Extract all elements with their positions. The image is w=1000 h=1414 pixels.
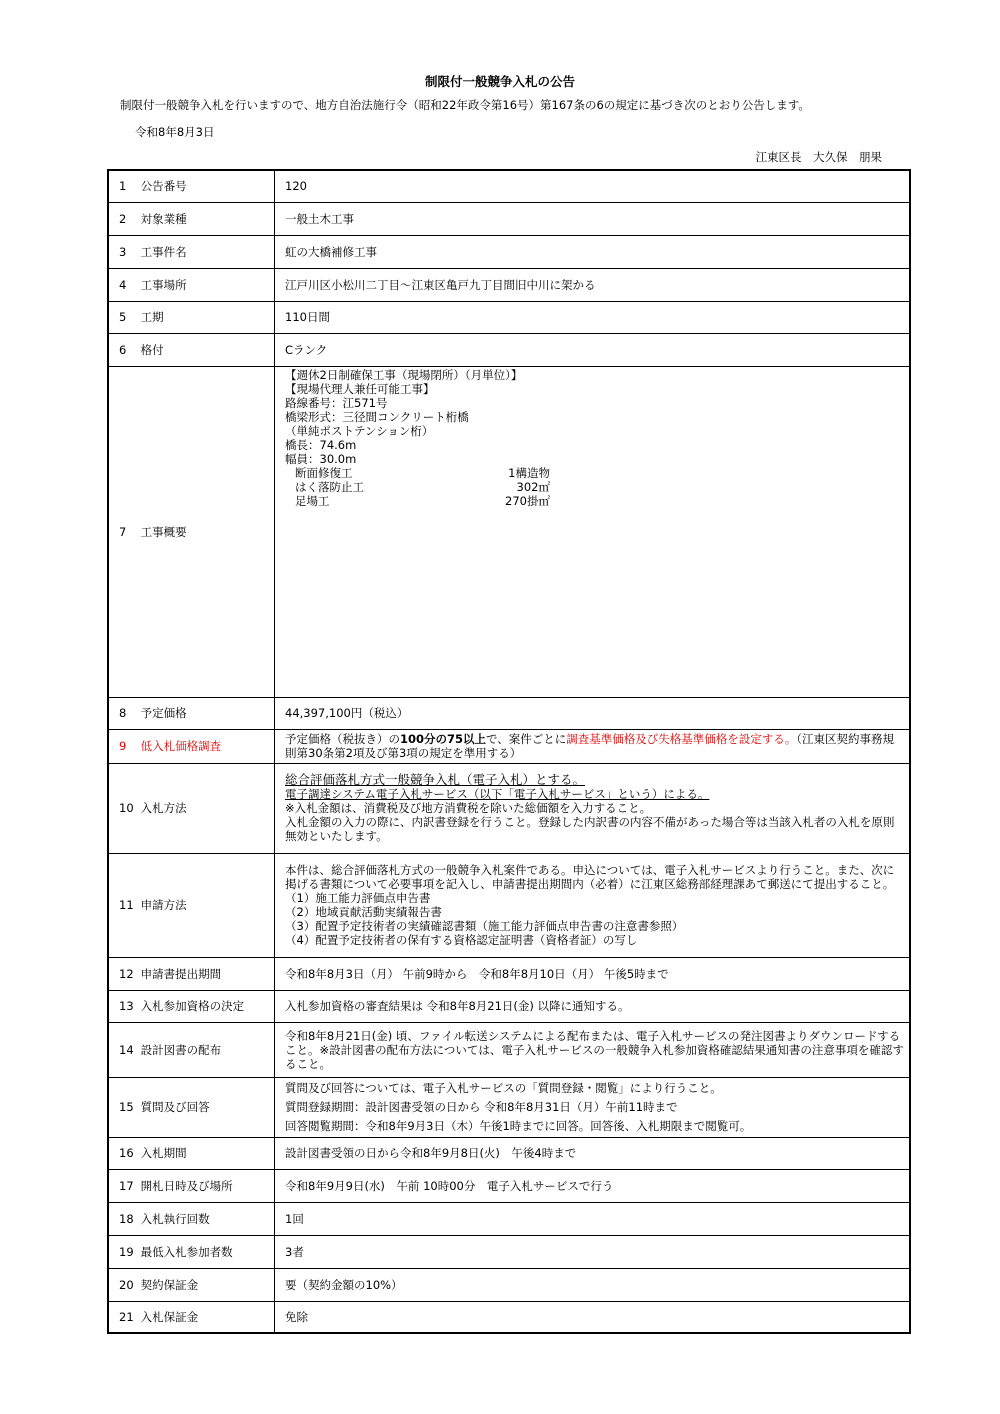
- overview-line: 【現場代理人兼任可能工事】: [285, 381, 435, 396]
- table-row-low-bid: [108, 729, 910, 763]
- work-item-name: 断面修復工: [295, 465, 353, 480]
- row-label: 入札方法: [140, 801, 187, 815]
- table-row: [108, 202, 910, 235]
- row-number: 16: [119, 1146, 134, 1160]
- application-item: （4）配置予定技術者の保有する資格認定証明書（資格者証）の写し: [285, 933, 638, 947]
- work-item: [285, 480, 905, 494]
- row-label: 対象業種: [140, 211, 187, 226]
- row-number: 15: [119, 1100, 134, 1114]
- table-row: [108, 1022, 910, 1077]
- notice-table: [107, 169, 911, 1334]
- work-item-qty: 270掛㎡: [505, 493, 550, 508]
- row-number: 10: [119, 801, 134, 815]
- row-value: Cランク: [275, 333, 911, 366]
- work-item: [285, 466, 905, 480]
- row-number: 3: [119, 244, 127, 259]
- table-row: [108, 1301, 910, 1333]
- row-value: 令和8年9月9日(水) 午前 10時00分 電子入札サービスで行う: [275, 1169, 911, 1202]
- table-row: [108, 990, 910, 1022]
- row-label: 最低入札参加者数: [140, 1244, 233, 1259]
- row-number: 17: [119, 1178, 134, 1193]
- row-number: 19: [119, 1244, 134, 1259]
- table-row: [108, 1235, 910, 1268]
- row-label: 契約保証金: [140, 1277, 199, 1292]
- notice-intro: 制限付一般競争入札を行いますので、地方自治法施行令（昭和22年政令第16号）第167条の6の規定に基づき次のとおり公告します。: [120, 98, 810, 112]
- table-row: [108, 268, 910, 301]
- row-label: 低入札価格調査: [140, 739, 222, 753]
- overview-line: 橋梁形式：三径間コンクリート桁橋: [285, 409, 469, 424]
- work-item: [285, 494, 905, 508]
- table-row: [108, 301, 910, 333]
- row-number: 13: [119, 999, 134, 1013]
- row-label: 設計図書の配布: [140, 1042, 222, 1057]
- table-row-qa: [108, 1077, 910, 1137]
- table-row: [108, 333, 910, 366]
- row-value: 120: [275, 170, 911, 202]
- row-value: 1回: [275, 1202, 911, 1235]
- row-value: 一般土木工事: [275, 202, 911, 235]
- table-row: [108, 1137, 910, 1169]
- row-value: 設計図書受領の日から令和8年9月8日(火) 午後4時まで: [275, 1137, 911, 1169]
- row-number: 21: [119, 1309, 134, 1324]
- row-label: 質問及び回答: [140, 1100, 210, 1114]
- row-number: 7: [119, 524, 127, 539]
- bid-method-line: 入札金額の入力の際に、内訳書登録を行うこと。登録した内訳書の内容不備があった場合等は当該入札者の入札を原則無効といたします。: [285, 815, 895, 843]
- work-item-qty: 1構造物: [508, 465, 550, 480]
- overview-cell: [275, 366, 911, 697]
- row-label: 申請方法: [140, 898, 187, 912]
- qa-line: 質問及び回答については、電子入札サービスの「質問登録・閲覧」により行うこと。: [285, 1080, 722, 1095]
- table-row-application: [108, 853, 910, 957]
- row-label: 工事場所: [140, 277, 187, 292]
- row-value: 令和8年8月3日（月） 午前9時から 令和8年8月10日（月） 午後5時まで: [275, 957, 911, 990]
- row-label: 入札執行回数: [140, 1211, 210, 1226]
- row-number: 20: [119, 1277, 134, 1292]
- row-value: 虹の大橋補修工事: [275, 235, 911, 268]
- work-item-name: はく落防止工: [295, 479, 364, 494]
- application-item: （1）施工能力評価点申告書: [285, 891, 431, 905]
- bid-method-line: 電子調達システム電子入札サービス（以下「電子入札サービス」という）による。: [285, 787, 710, 801]
- low-bid-text: 予定価格（税抜き）の: [285, 732, 400, 746]
- row-number: 4: [119, 277, 127, 292]
- overview-line: 橋長：74.6m: [285, 437, 357, 452]
- bid-method-line: 総合評価落札方式一般競争入札（電子入札）とする。: [285, 772, 586, 787]
- table-row: [108, 1202, 910, 1235]
- qa-cell: [275, 1077, 911, 1137]
- row-value: 入札参加資格の審査結果は 令和8年8月21日(金) 以降に通知する。: [275, 990, 911, 1022]
- low-bid-note: （江東区契約事務規則第30条第2項及び第3項の規定を準用する）: [285, 732, 895, 760]
- application-item: （2）地域貢献活動実績報告書: [285, 905, 442, 919]
- bid-method-line: ※入札金額は、消費税及び地方消費税を除いた総価額を入力すること。: [285, 801, 652, 815]
- table-row: [108, 235, 910, 268]
- overview-line: 路線番号：江571号: [285, 395, 388, 410]
- application-cell: [275, 853, 911, 957]
- low-bid-highlight: 調査基準価格及び失格基準価格を設定する。: [566, 732, 797, 746]
- row-number: 9: [119, 739, 127, 753]
- overview-line: （単純ポストテンション桁）: [285, 423, 434, 438]
- notice-signer: 江東区長 大久保 朋果: [755, 150, 882, 164]
- row-number: 6: [119, 342, 127, 357]
- row-label: 入札期間: [140, 1146, 187, 1160]
- table-row: [108, 170, 910, 202]
- row-label: 入札保証金: [140, 1309, 199, 1324]
- row-number: 2: [119, 211, 127, 226]
- row-label: 開札日時及び場所: [140, 1178, 233, 1193]
- row-number: 1: [119, 179, 127, 194]
- row-number: 12: [119, 966, 134, 981]
- application-text: 本件は、総合評価落札方式の一般競争入札案件である。申込については、電子入札サービスより行うこと。また、次に掲げる書類について必要事項を記入し、申請書提出期間内（必着）に江東区総務部経理課あて郵送にて提出すること。: [285, 863, 895, 891]
- row-number: 8: [119, 706, 127, 720]
- row-value: 3者: [275, 1235, 911, 1268]
- row-value: 令和8年8月21日(金) 頃、ファイル転送システムによる配布または、電子入札サービスの発注図書よりダウンロードすること。※設計図書の配布方法については、電子入札サービスの一般競争入札参加資格確認結果通知書の注意事項を確認すること。: [275, 1022, 911, 1077]
- table-row: [108, 697, 910, 729]
- row-value: 44,397,100円（税込）: [275, 697, 911, 729]
- overview-line: 【週休2日制確保工事（現場閉所）（月単位）】: [285, 367, 523, 382]
- table-row: [108, 1169, 910, 1202]
- row-number: 5: [119, 310, 127, 324]
- row-number: 11: [119, 898, 134, 912]
- row-label: 申請書提出期間: [140, 966, 222, 981]
- row-value: 免除: [275, 1301, 911, 1333]
- row-number: 18: [119, 1211, 134, 1226]
- table-row: [108, 957, 910, 990]
- row-label: 公告番号: [140, 179, 187, 194]
- row-label: 工事件名: [140, 244, 187, 259]
- row-label: 工事概要: [140, 524, 187, 539]
- work-item-name: 足場工: [295, 493, 330, 508]
- row-label: 予定価格: [140, 706, 187, 720]
- low-bid-ratio: 100分の75以上: [400, 732, 487, 746]
- row-number: 14: [119, 1042, 134, 1057]
- table-row-bid-method: [108, 763, 910, 853]
- qa-line: 回答閲覧期間：令和8年9月3日（木）午後1時までに回答。回答後、入札期限まで閲覧可。: [285, 1118, 752, 1133]
- overview-line: 幅員：30.0m: [285, 451, 357, 466]
- table-row: [108, 1268, 910, 1301]
- row-label: 入札参加資格の決定: [140, 999, 245, 1013]
- low-bid-text: で、案件ごとに: [486, 732, 567, 746]
- row-value: 110日間: [275, 301, 911, 333]
- notice-title: 制限付一般競争入札の公告: [424, 74, 575, 89]
- row-label: 工期: [140, 310, 164, 324]
- low-bid-cell: [275, 729, 911, 763]
- table-row-overview: [108, 366, 910, 697]
- application-item: （3）配置予定技術者の実績確認書類（施工能力評価点申告書の注意書参照）: [285, 919, 684, 933]
- row-value: 江戸川区小松川二丁目～江東区亀戸九丁目間旧中川に架かる: [275, 268, 911, 301]
- notice-date: 令和8年8月3日: [135, 125, 215, 139]
- work-item-qty: 302㎡: [516, 479, 550, 494]
- bid-method-cell: [275, 763, 911, 853]
- row-value: 要（契約金額の10%）: [275, 1268, 911, 1301]
- qa-line: 質問登録期間：設計図書受領の日から 令和8年8月31日（月）午前11時まで: [285, 1099, 678, 1114]
- row-label: 格付: [140, 342, 164, 357]
